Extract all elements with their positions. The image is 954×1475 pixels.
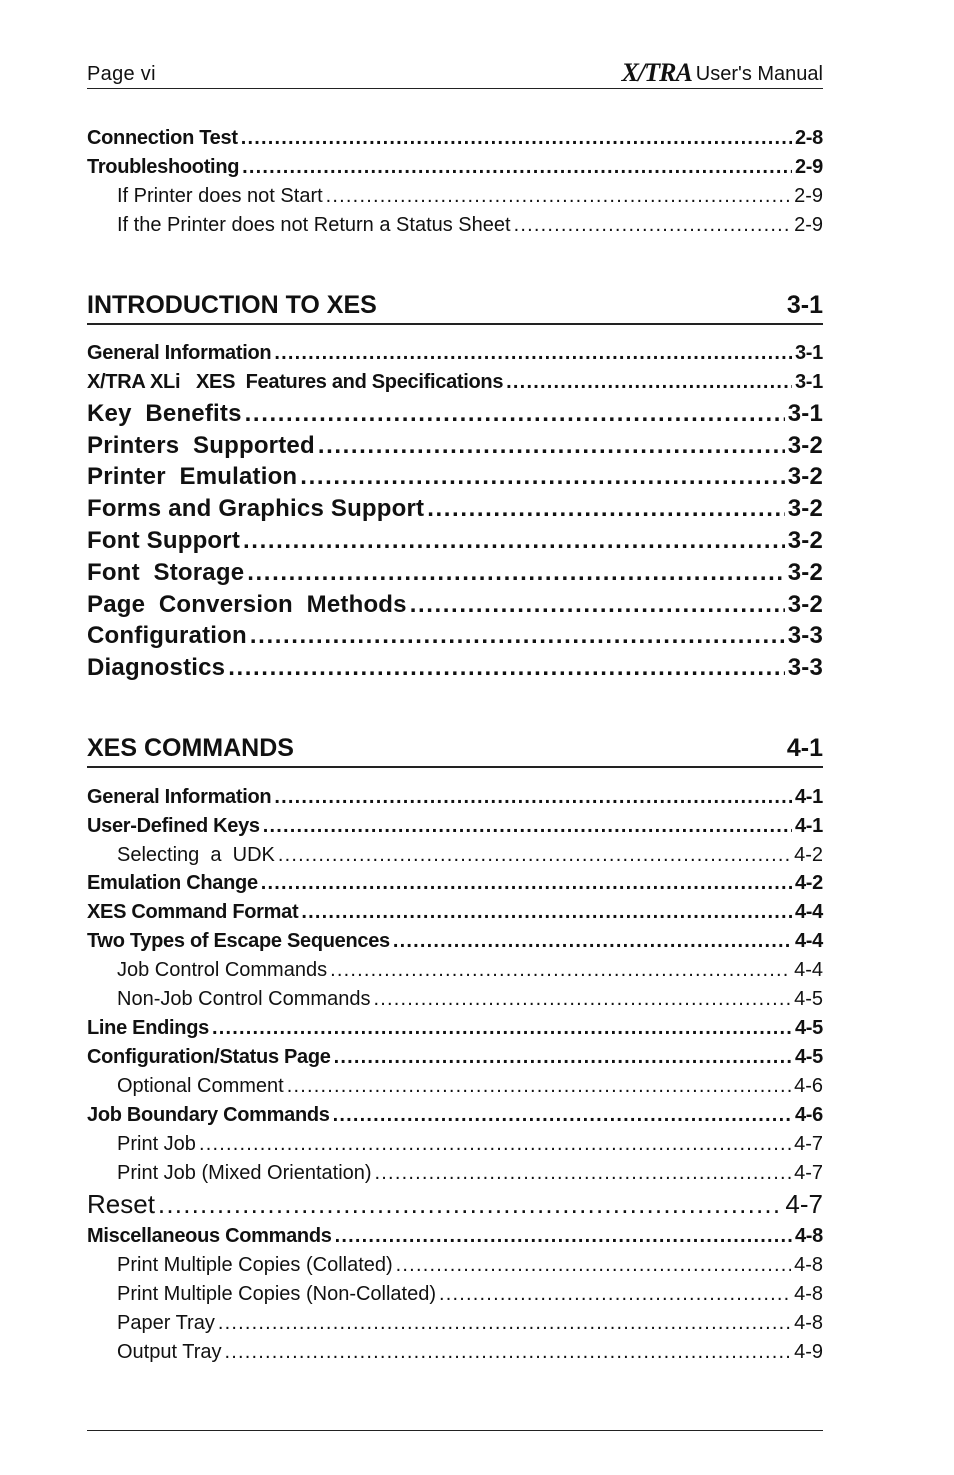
toc-entry[interactable] — [87, 156, 823, 179]
toc-entry-title: Optional Comment — [117, 1075, 284, 1097]
section-title: XES COMMANDS — [87, 734, 294, 762]
dot-leader — [158, 1189, 783, 1220]
page-label: Page vi — [87, 63, 156, 85]
dot-leader — [241, 127, 792, 150]
toc-entry-title: Selecting a UDK — [117, 844, 275, 866]
toc-entry-title: Configuration — [87, 622, 247, 649]
toc-entry[interactable] — [87, 463, 823, 491]
toc-entry[interactable] — [87, 786, 823, 809]
toc-entry[interactable] — [87, 591, 823, 619]
toc-entry-title: Font Storage — [87, 559, 245, 586]
toc-entry-title: Miscellaneous Commands — [87, 1225, 332, 1247]
dot-leader — [439, 1283, 791, 1306]
footer-rule — [87, 1430, 823, 1431]
toc-entry-title: Page Conversion Methods — [87, 591, 407, 618]
dot-leader — [333, 1104, 792, 1127]
toc-entry-title: Non-Job Control Commands — [117, 988, 371, 1010]
toc-entry[interactable] — [87, 432, 823, 460]
dot-leader — [212, 1017, 792, 1040]
section-heading-commands[interactable] — [87, 732, 823, 768]
toc-entry-page: 3-1 — [794, 342, 823, 364]
toc-entry-title: Print Job (Mixed Orientation) — [117, 1162, 372, 1184]
dot-leader — [300, 463, 784, 491]
dot-leader — [228, 654, 784, 682]
toc-entry[interactable] — [87, 495, 823, 523]
toc-entry-page: 2-8 — [794, 127, 823, 149]
toc-subentry[interactable] — [87, 1283, 823, 1306]
toc-entry-title: Line Endings — [87, 1017, 209, 1039]
toc-entry-page: 3-2 — [787, 591, 823, 618]
toc-entry[interactable] — [87, 930, 823, 953]
dot-leader — [278, 844, 791, 867]
toc-entry-title: Font Support — [87, 527, 241, 554]
toc-subentry[interactable] — [87, 185, 823, 208]
dot-leader — [427, 495, 784, 523]
toc-entry-title: User-Defined Keys — [87, 815, 260, 837]
toc-entry-page: 4-8 — [794, 1225, 823, 1247]
toc-entry-page: 4-7 — [785, 1189, 823, 1219]
toc-entry-page: 2-9 — [794, 214, 823, 236]
dot-leader — [330, 959, 791, 982]
toc-entry-page: 4-8 — [794, 1312, 823, 1334]
toc-entry-title: Printer Emulation — [87, 463, 298, 490]
toc-entry[interactable] — [87, 1104, 823, 1127]
dot-leader — [247, 559, 784, 587]
toc-entry-title: Connection Test — [87, 127, 238, 149]
dot-leader — [199, 1133, 791, 1156]
toc-entry-page: 4-8 — [794, 1254, 823, 1276]
toc-entry-page: 2-9 — [794, 185, 823, 207]
toc-entry-page: 3-2 — [787, 463, 823, 490]
toc-entry-page: 4-1 — [794, 786, 823, 808]
header-title-group — [622, 60, 823, 86]
dot-leader — [393, 930, 792, 953]
toc-subentry[interactable] — [87, 1341, 823, 1364]
toc-entry[interactable] — [87, 654, 823, 682]
toc-entry-title: Job Control Commands — [117, 959, 328, 981]
toc-entry-page: 4-7 — [794, 1133, 823, 1155]
dot-leader — [301, 901, 792, 924]
toc-entry-page: 4-1 — [794, 815, 823, 837]
dot-leader — [335, 1225, 792, 1248]
toc-entry-title: If the Printer does not Return a Status Sheet — [117, 214, 511, 236]
dot-leader — [287, 1075, 791, 1098]
toc-entry-page: 3-1 — [787, 400, 823, 427]
toc-entry-title: Forms and Graphics Support — [87, 495, 425, 522]
dot-leader — [274, 342, 792, 365]
dot-leader — [245, 400, 785, 428]
toc-entry-page: 3-2 — [787, 432, 823, 459]
dot-leader — [375, 1162, 792, 1185]
manual-page — [87, 0, 823, 1475]
toc-entry-page: 4-9 — [794, 1341, 823, 1363]
toc-entry-page: 3-3 — [787, 622, 823, 649]
toc-entry[interactable] — [87, 1017, 823, 1040]
toc-entry-title: Reset — [87, 1189, 155, 1219]
toc-subentry[interactable] — [87, 1075, 823, 1098]
toc-entry-page: 4-4 — [794, 959, 823, 981]
toc-entry-title: General Information — [87, 342, 272, 364]
dot-leader — [242, 156, 792, 179]
toc-entry-page: 4-2 — [794, 844, 823, 866]
toc-entry-title: If Printer does not Start — [117, 185, 323, 207]
dot-leader — [261, 872, 792, 895]
toc-subentry[interactable] — [87, 1254, 823, 1277]
toc-entry[interactable] — [87, 1225, 823, 1248]
toc-entry-page: 3-2 — [787, 559, 823, 586]
toc-entry[interactable] — [87, 127, 823, 150]
toc-entry-page: 4-4 — [794, 930, 823, 952]
toc-entry-title: Printers Supported — [87, 432, 315, 459]
toc-entry-page: 4-2 — [794, 872, 823, 894]
toc-entry[interactable] — [87, 622, 823, 650]
toc-entry-title: Diagnostics — [87, 654, 226, 681]
toc-entry-page: 4-7 — [794, 1162, 823, 1184]
toc-subentry[interactable] — [87, 214, 823, 237]
toc-entry-title: Print Multiple Copies (Non-Collated) — [117, 1283, 437, 1305]
dot-leader — [218, 1312, 791, 1335]
brand-logo: X/TRA — [621, 58, 692, 87]
toc-subentry[interactable] — [87, 844, 823, 867]
dot-leader — [334, 1046, 792, 1069]
toc-entry-title: Job Boundary Commands — [87, 1104, 330, 1126]
toc-entry-title: XES Command Format — [87, 901, 299, 923]
toc-entry[interactable] — [87, 400, 823, 428]
toc-entry-title: Two Types of Escape Sequences — [87, 930, 390, 952]
dot-leader — [250, 622, 785, 650]
toc-entry-page: 4-6 — [794, 1104, 823, 1126]
toc-entry[interactable] — [87, 815, 823, 838]
toc-entry-title: Paper Tray — [117, 1312, 215, 1334]
toc-entry[interactable] — [87, 342, 823, 365]
section-page: 4-1 — [786, 734, 823, 762]
dot-leader — [410, 591, 785, 619]
toc-subentry[interactable] — [87, 988, 823, 1011]
toc-subentry[interactable] — [87, 1162, 823, 1185]
dot-leader — [243, 527, 785, 555]
toc-entry[interactable] — [87, 371, 823, 394]
toc-entry-title: Key Benefits — [87, 400, 242, 427]
toc-subentry[interactable] — [87, 959, 823, 982]
toc-entry-page: 4-5 — [794, 988, 823, 1010]
toc-subentry[interactable] — [87, 1312, 823, 1335]
toc-entry-page: 4-4 — [794, 901, 823, 923]
manual-title: User's Manual — [695, 63, 823, 85]
toc-entry[interactable] — [87, 559, 823, 587]
toc-entry-page: 4-6 — [794, 1075, 823, 1097]
toc-entry-title: Output Tray — [117, 1341, 222, 1363]
dot-leader — [514, 214, 792, 237]
dot-leader — [225, 1341, 792, 1364]
toc-entry[interactable] — [87, 872, 823, 895]
toc-entry-title: Print Multiple Copies (Collated) — [117, 1254, 393, 1276]
dot-leader — [263, 815, 792, 838]
dot-leader — [318, 432, 785, 460]
toc-entry-title: General Information — [87, 786, 272, 808]
section-title: INTRODUCTION TO XES — [87, 291, 377, 319]
section-page: 3-1 — [786, 291, 823, 319]
toc-entry-page: 4-5 — [794, 1046, 823, 1068]
toc-entry-page: 2-9 — [794, 156, 823, 178]
toc-entry-page: 4-5 — [794, 1017, 823, 1039]
toc-entry-title: Configuration/Status Page — [87, 1046, 331, 1068]
dot-leader — [396, 1254, 791, 1277]
toc-entry-page: 3-2 — [787, 527, 823, 554]
page-header — [87, 54, 823, 89]
toc-entry[interactable] — [87, 527, 823, 555]
dot-leader — [274, 786, 792, 809]
toc-entry-title: Print Job — [117, 1133, 196, 1155]
section-heading-intro[interactable] — [87, 289, 823, 325]
dot-leader — [373, 988, 791, 1011]
toc-entry[interactable] — [87, 901, 823, 924]
toc-subentry[interactable] — [87, 1133, 823, 1156]
toc-entry-page: 3-2 — [787, 495, 823, 522]
toc-entry-page: 3-1 — [794, 371, 823, 393]
toc-entry-title: Emulation Change — [87, 872, 258, 894]
toc-entry-title: Troubleshooting — [87, 156, 240, 178]
toc-entry-page: 3-3 — [787, 654, 823, 681]
toc-entry[interactable] — [87, 1046, 823, 1069]
dot-leader — [326, 185, 791, 208]
toc-entry[interactable] — [87, 1189, 823, 1220]
dot-leader — [506, 371, 792, 394]
toc-entry-title: X/TRA XLi XES Features and Specifications — [87, 371, 504, 393]
toc-entry-page: 4-8 — [794, 1283, 823, 1305]
